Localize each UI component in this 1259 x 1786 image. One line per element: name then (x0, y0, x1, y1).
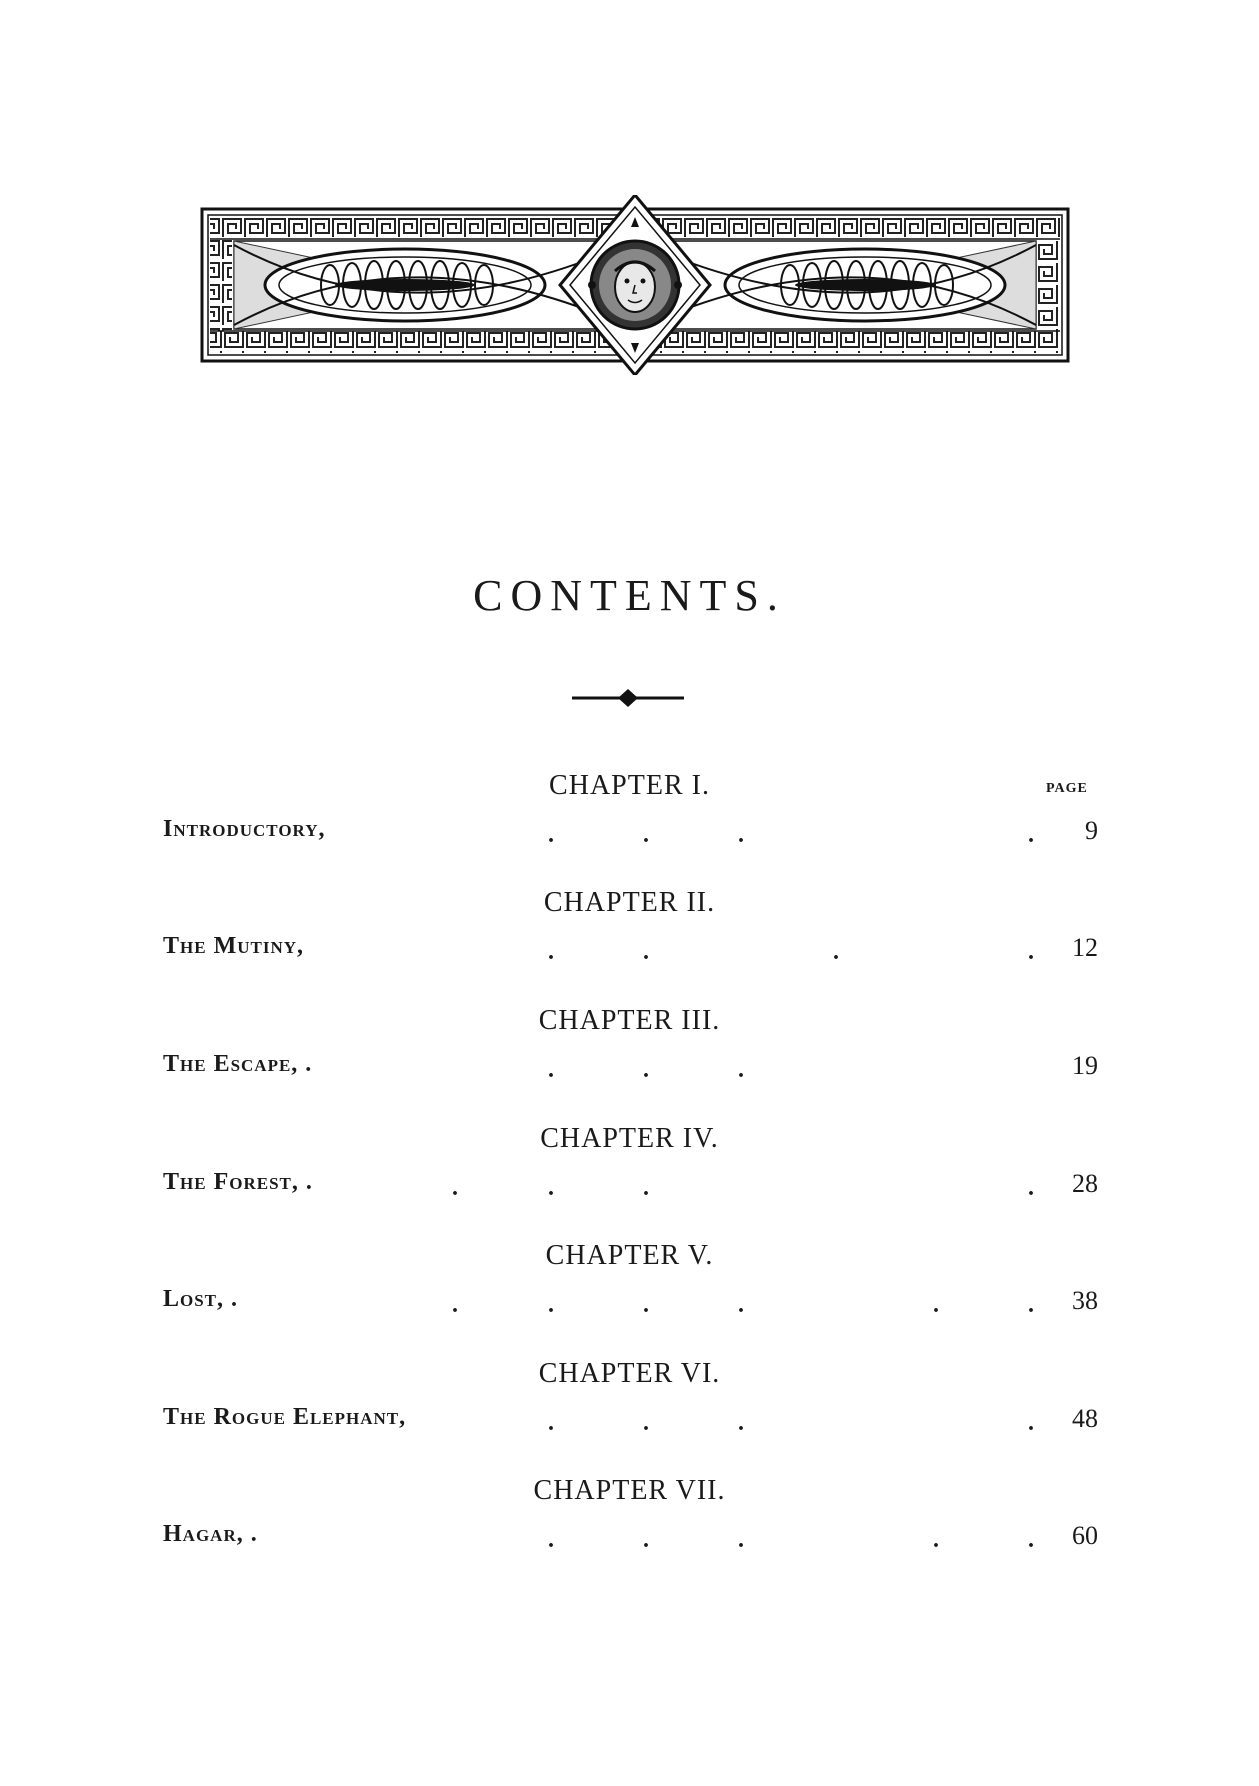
leader-dot: . (738, 1410, 744, 1436)
leader-dot: . (738, 822, 744, 848)
leader-dot: . (1028, 939, 1034, 965)
chapter-heading: CHAPTER I. (549, 770, 710, 801)
chapter-heading: CHAPTER II. (543, 887, 716, 918)
leader-dot: . (548, 1410, 554, 1436)
leader-dot: . (548, 1175, 554, 1201)
leader-dot: . (548, 822, 554, 848)
leader-dot: . (833, 939, 839, 965)
leader-dot: . (1028, 1292, 1034, 1318)
entry-title: Introductory, (163, 816, 326, 842)
entry-title: The Escape, . (163, 1051, 313, 1077)
leader-dot: . (643, 1527, 649, 1553)
chapter-heading: CHAPTER V. (545, 1240, 714, 1271)
page-column-label: PAGE (1046, 781, 1088, 796)
leader-dot: . (933, 1527, 939, 1553)
chapter-heading: CHAPTER III. (538, 1005, 721, 1036)
entry-title: The Mutiny, (163, 933, 305, 959)
leader-dot: . (738, 1292, 744, 1318)
page-number: 12 (1072, 933, 1098, 962)
chapter-heading: CHAPTER IV. (540, 1123, 719, 1154)
leader-dot: . (452, 1292, 458, 1318)
leader-dot: . (643, 939, 649, 965)
page-number: 38 (1072, 1286, 1098, 1315)
entry-title: Hagar, . (163, 1521, 258, 1547)
leader-dot: . (738, 1057, 744, 1083)
leader-dot: . (452, 1175, 458, 1201)
chapter-heading: CHAPTER VII. (533, 1475, 726, 1506)
diamond-rule-divider-icon (570, 686, 686, 710)
leader-dot: . (643, 1057, 649, 1083)
leader-dot: . (548, 939, 554, 965)
page-number: 48 (1072, 1404, 1098, 1433)
chapter-heading: CHAPTER VI. (538, 1358, 721, 1389)
page-number: 28 (1072, 1169, 1098, 1198)
entry-title: Lost, . (163, 1286, 239, 1312)
entry-title: The Forest, . (163, 1169, 313, 1195)
leader-dot: . (643, 1410, 649, 1436)
page-number: 19 (1072, 1051, 1098, 1080)
leader-dot: . (643, 1175, 649, 1201)
page-number: 60 (1072, 1521, 1098, 1550)
leader-dot: . (1028, 1527, 1034, 1553)
headpiece-ornament-icon (200, 195, 1070, 375)
leader-dot: . (548, 1292, 554, 1318)
leader-dot: . (643, 822, 649, 848)
page-title: CONTENTS. (473, 571, 786, 620)
entry-title: The Rogue Elephant, (163, 1404, 407, 1430)
leader-dot: . (548, 1527, 554, 1553)
leader-dot: . (643, 1292, 649, 1318)
leader-dot: . (1028, 1175, 1034, 1201)
leader-dot: . (1028, 822, 1034, 848)
leader-dot: . (738, 1527, 744, 1553)
leader-dot: . (933, 1292, 939, 1318)
leader-dot: . (1028, 1410, 1034, 1436)
page-number: 9 (1085, 816, 1098, 845)
leader-dot: . (548, 1057, 554, 1083)
